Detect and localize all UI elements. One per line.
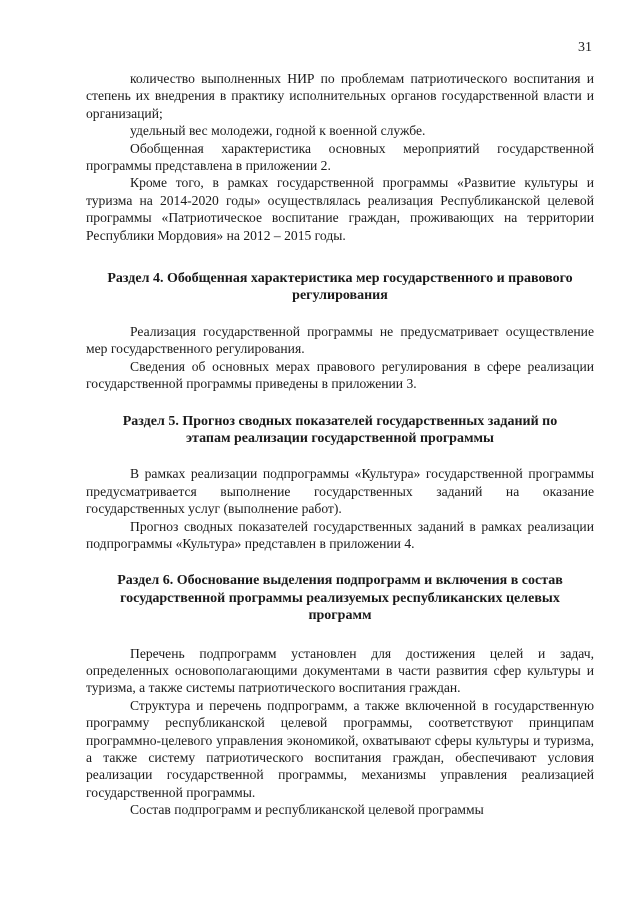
- paragraph: удельный вес молодежи, годной к военной службе.: [130, 123, 426, 139]
- paragraph: Прогноз сводных показателей государственных заданий в рамках реализации подпрограммы «Культура» представлен в приложении 4.: [86, 518, 594, 551]
- paragraph: Структура и перечень подпрограмм, а также включенной в государственную программу республиканской целевой программы, соответствуют принципам программно-целевого управления экономикой, охватывают сферы культуры и туризма, а также систему патриотического воспитания граждан, обеспечивают условия реализации государственной программы, механизмы управления реализацией государственной программы.: [86, 697, 594, 800]
- paragraph: количество выполненных НИР по проблемам патриотического воспитания и степень их внедрения в практику исполнительных органов государственной власти и организаций;: [86, 71, 594, 121]
- paragraph: Состав подпрограмм и республиканской целевой программы: [130, 802, 484, 818]
- section-4-heading: Раздел 4. Обобщенная характеристика мер государственного и правового регулирования: [107, 271, 573, 304]
- section-6-heading: Раздел 6. Обоснование выделения подпрограмм и включения в состав государственной программы реализуемых республиканских целевых программ: [117, 573, 563, 624]
- document-body: [86, 70, 594, 819]
- paragraph: Перечень подпрограмм установлен для достижения целей и задач, определенных основополагающими документами в части развития сфер культуры и туризма, а также системы патриотического воспитания граждан.: [86, 645, 594, 696]
- paragraph: Кроме того, в рамках государственной программы «Развитие культуры и туризма на 2014-2020 годы» осуществлялась реализация Республиканской целевой программы «Патриотическое воспитание граждан, проживающих на территории Республики Мордовия» на 2012 – 2015 годы.: [86, 175, 594, 243]
- paragraph: Обобщенная характеристика основных мероприятий государственной программы представлена в приложении 2.: [86, 140, 594, 174]
- section-5-heading: Раздел 5. Прогноз сводных показателей государственных заданий по этапам реализации государственной программы: [122, 413, 558, 446]
- paragraph: В рамках реализации подпрограммы «Культура» государственной программы предусматривается выполнение государственных заданий на оказание государственных услуг (выполнение работ).: [86, 466, 594, 517]
- paragraph: Реализация государственной программы не предусматривает осуществление мер государственного регулирования.: [86, 323, 594, 357]
- paragraph: Сведения об основных мерах правового регулирования в сфере реализации государственной программы приведены в приложении 3.: [86, 358, 594, 392]
- page-number: 31: [578, 40, 592, 55]
